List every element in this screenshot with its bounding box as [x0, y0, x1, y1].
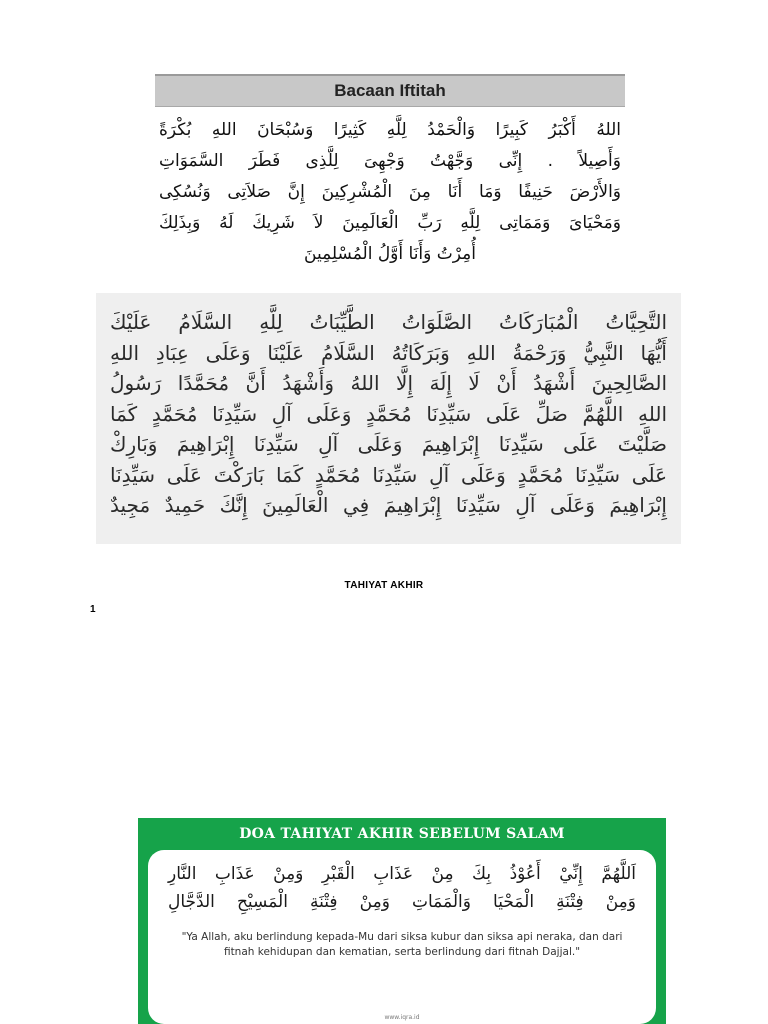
- doa-arabic-line: اَللَّهُمَّ إِنِّيْ أَعُوْذُ بِكَ مِنْ عَذَابِ الْقَبْرِ وَمِنْ عَذَابِ النَّارِ: [168, 864, 636, 884]
- doa-translation: "Ya Allah, aku berlindung kepada-Mu dari siksa kubur dan siksa api neraka, dan dari fitnah kehidupan dan kematian, serta berlindung dari fitnah Dajjal.": [181, 931, 623, 958]
- doa-card: [138, 818, 666, 1024]
- tahiyat-line: أَيُّهَا النَّبِيُّ وَرَحْمَةُ اللهِ وَبَرَكَاتُهُ السَّلَامُ عَلَيْنَا وَعَلَى عِبَادِ اللهِ: [110, 340, 667, 365]
- doa-title: DOA TAHIYAT AKHIR SEBELUM SALAM: [239, 826, 565, 842]
- tahiyat-line: إِبْرَاهِيمَ وَعَلَى آلِ سَيِّدِنَا إِبْرَاهِيمَ فِي الْعَالَمِينَ إِنَّكَ حَمِيدٌ مَجِيدٌ: [110, 493, 667, 517]
- iftitah-line: أُمِرْتُ وَأَنَا أَوَّلُ الْمُسْلِمِينَ: [304, 244, 476, 264]
- tahiyat-line: عَلَى سَيِّدِنَا مُحَمَّدٍ وَعَلَى آلِ سَيِّدِنَا مُحَمَّدٍ كَمَا بَارَكْتَ عَلَى سَيِّدِنَا: [110, 462, 667, 487]
- tahiyat-line: التَّحِيَّاتُ الْمُبَارَكَاتُ الصَّلَوَاتُ الطَّيِّبَاتُ لِلَّهِ السَّلَامُ عَلَيْكَ: [110, 310, 667, 334]
- iftitah-text: [155, 107, 625, 270]
- doa-arabic-line: وَمِنْ فِتْنَةِ الْمَحْيَا وَالْمَمَاتِ وَمِنْ فِتْنَةِ الْمَسِيْحِ الدَّجَّالِ: [168, 892, 636, 912]
- iftitah-title: Bacaan Iftitah: [155, 74, 625, 107]
- iftitah-line: اللهُ أَكْبَرُ كَبِيرًا وَالْحَمْدُ لِلَّهِ كَثِيرًا وَسُبْحَانَ اللهِ بُكْرَةً: [159, 120, 621, 140]
- tahiyat-line: اللهِ اللَّهُمَّ صَلِّ عَلَى سَيِّدِنَا مُحَمَّدٍ وَعَلَى آلِ سَيِّدِنَا مُحَمَّدٍ كَمَا: [110, 401, 667, 426]
- iftitah-line: وَالأَرْضَ حَنِيفًا وَمَا أَنَا مِنَ الْمُشْرِكِينَ إِنَّ صَلاَتِى وَنُسُكِى: [159, 182, 621, 202]
- doa-content: [148, 850, 656, 1024]
- iftitah-line: وَمَحْيَاىَ وَمَمَاتِى لِلَّهِ رَبِّ الْعَالَمِينَ لاَ شَرِيكَ لَهُ وَبِذَلِكَ: [159, 213, 621, 233]
- tahiyat-image: [96, 293, 681, 544]
- section-heading: TAHIYAT AKHIR: [344, 580, 424, 591]
- iftitah-line: وَأَصِيلاً . إِنِّى وَجَّهْتُ وَجْهِىَ لِلَّذِى فَطَرَ السَّمَوَاتِ: [159, 151, 621, 171]
- tahiyat-line: صَلَّيْتَ عَلَى سَيِّدِنَا إِبْرَاهِيمَ وَعَلَى آلِ سَيِّدِنَا إِبْرَاهِيمَ وَبَارِكْ: [110, 432, 667, 456]
- page-number: 1: [90, 604, 96, 615]
- doa-source-watermark: www.iqra.id: [384, 1014, 420, 1021]
- tahiyat-line: الصَّالِحِينَ أَشْهَدُ أَنْ لَا إِلَهَ إِلَّا اللهُ وَأَشْهَدُ أَنَّ مُحَمَّدًا رَسُولُ: [110, 371, 667, 395]
- iftitah-image: [155, 74, 625, 270]
